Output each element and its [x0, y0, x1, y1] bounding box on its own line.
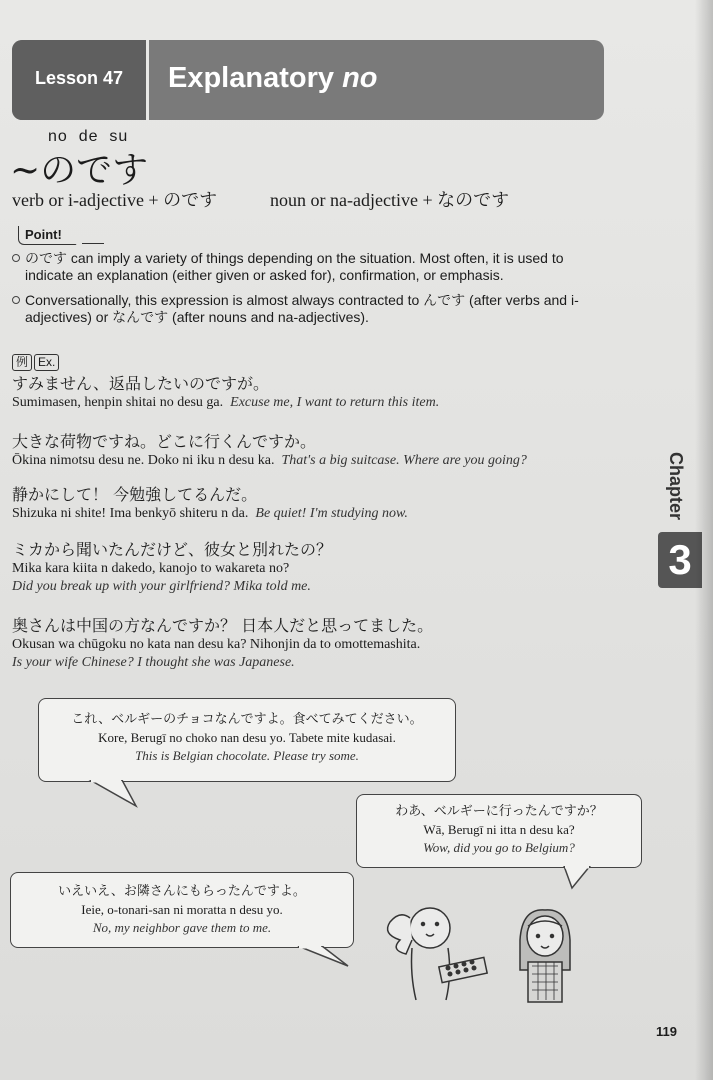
example-translation: That's a big suitcase. Where are you going?: [281, 453, 527, 468]
girl-character: [520, 910, 570, 1002]
example-japanese: 静かにして！ 今勉強してるんだ。: [12, 485, 258, 504]
example-romaji: Sumimasen, henpin shitai no desu ga.: [12, 395, 224, 410]
speech-bubble: [38, 698, 456, 782]
examples-label: [12, 354, 59, 371]
page-number: 119: [656, 1024, 677, 1039]
lesson-title: [168, 62, 378, 95]
chapter-label: Chapter: [666, 452, 686, 521]
speech-bubble: [10, 872, 354, 948]
point-bullet-text: Conversationally, this expression is almost always contracted to んです (after verbs and i-adjectives) or なんです (after nouns and na-adjectives).: [25, 292, 579, 325]
point-bullet-text: のです can imply a variety of things depending on the situation. Most often, it is used to indicate an explanation (either given or asked for), confirmation, or emphasis.: [25, 250, 564, 283]
formula-noun: noun or na-adjective + なのです: [270, 190, 510, 210]
example-romaji: Mika kara kiita n dakedo, kanojo to wakareta no?: [12, 561, 290, 576]
point-label: Point!: [18, 226, 68, 245]
point-bullet: [12, 250, 582, 284]
example-japanese: 奥さんは中国の方なんですか？ 日本人だと思ってました。: [12, 616, 434, 635]
bubble-tail-icon: [296, 946, 356, 970]
formula-verb: verb or i-adjective + のです: [12, 190, 218, 210]
example-item: [12, 374, 632, 412]
bubble-japanese: これ、ベルギーのチョコなんですよ。食べてみてください。: [71, 712, 423, 727]
example-translation: Did you break up with your girlfriend? Mika told me.: [12, 579, 311, 594]
example-translation: Is your wife Chinese? I thought she was Japanese.: [12, 655, 295, 670]
example-romaji: Ōkina nimotsu desu ne. Doko ni iku n desu ka.: [12, 453, 275, 468]
example-romaji: Okusan wa chūgoku no kata nan desu ka? Nihonjin da to omottemashita.: [12, 637, 421, 652]
example-item: [12, 540, 632, 596]
grammar-romaji: no de su: [48, 128, 129, 145]
example-translation: Be quiet! I'm studying now.: [255, 506, 408, 521]
bubble-romaji: Wā, Berugī ni itta n desu ka?: [423, 822, 575, 837]
bubble-japanese: いえいえ、お隣さんにもらったんですよ。: [58, 884, 306, 899]
examples-label-ja: 例: [12, 354, 32, 371]
example-item: [12, 616, 632, 672]
example-item: [12, 485, 632, 523]
bubble-romaji: Kore, Berugī no choko nan desu yo. Tabete mite kudasai.: [98, 730, 396, 745]
point-bullet: [12, 292, 582, 326]
bubble-tail-icon: [88, 780, 144, 808]
example-translation: Excuse me, I want to return this item.: [230, 395, 440, 410]
characters-illustration: [360, 900, 600, 1005]
examples-label-en: Ex.: [34, 354, 59, 371]
example-item: [12, 432, 632, 470]
example-japanese: ミカから聞いたんだけど、彼女と別れたの？: [12, 540, 333, 559]
lesson-banner: [12, 40, 604, 120]
bubble-translation: No, my neighbor gave them to me.: [92, 920, 272, 935]
bubble-romaji: Ieie, o-tonari-san ni moratta n desu yo.: [81, 902, 283, 917]
grammar-pattern: ~のです: [10, 150, 149, 191]
bullet-dot-icon: [12, 254, 20, 262]
bubble-translation: This is Belgian chocolate. Please try some.: [135, 748, 359, 763]
bubble-tail-icon: [560, 866, 600, 890]
example-romaji: Shizuka ni shite! Ima benkyō shiteru n da.: [12, 506, 249, 521]
boy-character: [388, 908, 488, 1000]
lesson-label: Lesson 47: [34, 68, 124, 88]
point-divider: [82, 243, 104, 244]
lesson-number-box: [12, 40, 149, 120]
example-japanese: 大きな荷物ですね。どこに行くんですか。: [12, 432, 317, 451]
bullet-dot-icon: [12, 296, 20, 304]
lesson-title-italic: no: [342, 62, 378, 94]
lesson-title-main: Explanatory: [168, 62, 343, 94]
chapter-number: 3: [658, 532, 702, 588]
bubble-translation: Wow, did you go to Belgium?: [423, 840, 575, 855]
bubble-japanese: わあ、ベルギーに行ったんですか？: [395, 804, 603, 819]
speech-bubble: [356, 794, 642, 868]
example-japanese: すみません、返品したいのですが。: [12, 374, 269, 393]
